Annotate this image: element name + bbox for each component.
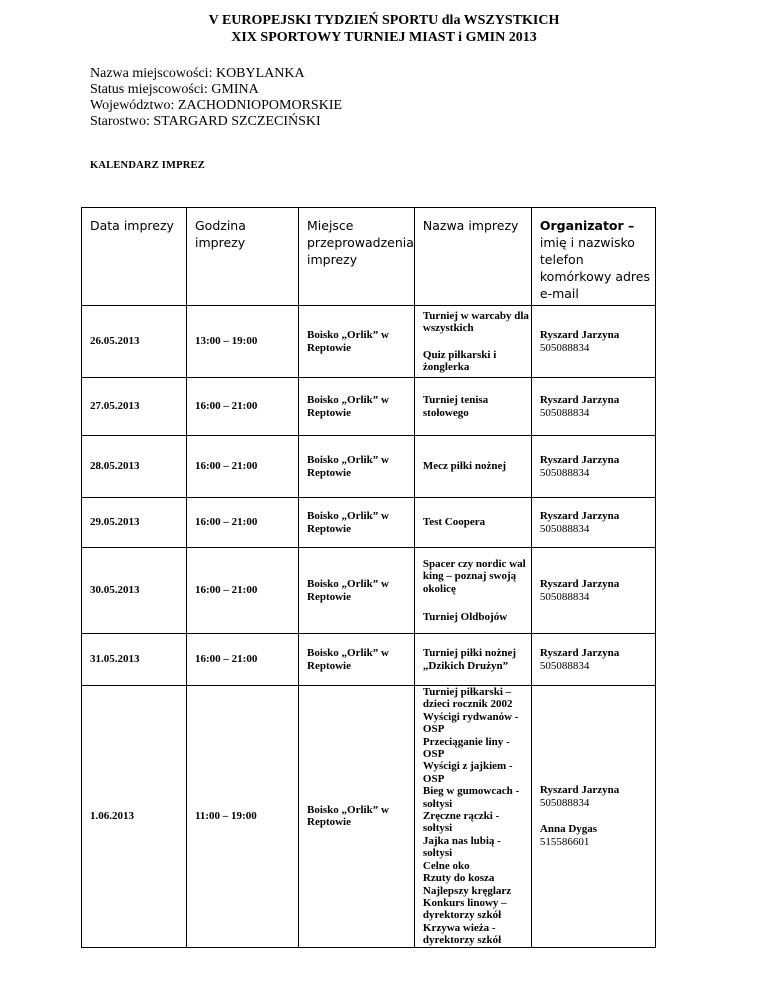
row-events [414, 686, 531, 948]
row-organizer [531, 306, 655, 378]
event-item: Turniej w warcaby dla wszystkich [422, 309, 529, 335]
col-header-date: Data imprezy [82, 208, 187, 306]
table-header-row [82, 208, 656, 306]
locality-voivodeship: Województwo: ZACHODNIOPOMORSKIE [90, 98, 343, 113]
organizer-phone: 505088834 [539, 466, 590, 479]
event-item: Turniej Oldbojów [422, 610, 508, 623]
organizer-name: Ryszard Jarzyna [539, 578, 620, 591]
locality-county: Starostwo: STARGARD SZCZECIŃSKI [90, 114, 321, 129]
table-row [82, 378, 656, 436]
organizer-phone: 505088834 [539, 796, 590, 809]
row-place: Boisko „Orlik” w Reptowie [299, 634, 415, 686]
row-organizer [531, 378, 655, 436]
event-item: Wyścigi z jajkiem - OSP [422, 760, 513, 785]
table-row [82, 548, 656, 634]
row-events [414, 378, 531, 436]
event-item: Zręczne rączki - sołtysi [422, 810, 500, 835]
event-item: Rzuty do kosza [422, 872, 495, 885]
event-item: Krzywa wieża - dyrektorzy szkół [422, 921, 502, 947]
row-date: 27.05.2013 [82, 378, 187, 436]
row-place: Boisko „Orlik” w Reptowie [299, 378, 415, 436]
row-events [414, 548, 531, 634]
row-events [414, 436, 531, 498]
event-item: Najlepszy kręglarz [422, 884, 512, 897]
row-organizer [531, 686, 655, 948]
event-item: Jajka nas lubią - sołtysi [422, 834, 501, 860]
organizer-phone: 505088834 [539, 406, 590, 419]
row-place: Boisko „Orlik” w Reptowie [299, 436, 415, 498]
event-item: Bieg w gumowcach - sołtysi [422, 785, 520, 810]
table-row [82, 634, 656, 686]
row-time: 16:00 – 21:00 [187, 498, 299, 548]
event-item: Turniej tenisa stołowego [422, 394, 489, 419]
row-time: 16:00 – 21:00 [187, 378, 299, 436]
organizer-header-details: imię i nazwisko telefon komórkowy adres e-mail [539, 235, 650, 301]
event-item: Celne oko [422, 859, 470, 872]
document-title-line2: XIX SPORTOWY TURNIEJ MIAST i GMIN 2013 [231, 30, 537, 45]
event-item: Quiz piłkarski i żonglerka [422, 348, 497, 373]
locality-status: Status miejscowości: GMINA [90, 82, 259, 97]
events-table [81, 207, 656, 948]
row-organizer [531, 548, 655, 634]
row-time: 16:00 – 21:00 [187, 436, 299, 498]
row-events [414, 306, 531, 378]
organizer-phone: 505088834 [539, 590, 590, 603]
organizer-name: Anna Dygas [539, 823, 598, 836]
locality-name: Nazwa miejscowości: KOBYLANKA [90, 66, 305, 81]
row-organizer [531, 436, 655, 498]
row-time: 13:00 – 19:00 [187, 306, 299, 378]
row-place: Boisko „Orlik” w Reptowie [299, 686, 415, 948]
organizer-name: Ryszard Jarzyna [539, 454, 620, 467]
organizer-name: Ryszard Jarzyna [539, 394, 620, 407]
row-time: 11:00 – 19:00 [187, 686, 299, 948]
table-row [82, 498, 656, 548]
col-header-time: Godzina imprezy [187, 208, 299, 306]
row-time: 16:00 – 21:00 [187, 634, 299, 686]
row-organizer [531, 498, 655, 548]
col-header-event: Nazwa imprezy [414, 208, 531, 306]
row-events [414, 634, 531, 686]
row-date: 26.05.2013 [82, 306, 187, 378]
table-row [82, 436, 656, 498]
event-item: Konkurs linowy – dyrektorzy szkół [422, 896, 507, 922]
col-header-organizer [531, 208, 655, 306]
event-item: Spacer czy nordic wal king – poznaj swoją okolicę [422, 557, 526, 595]
event-item: Turniej piłki nożnej „Dzikich Drużyn” [422, 647, 517, 672]
event-item: Test Coopera [422, 516, 486, 529]
row-place: Boisko „Orlik” w Reptowie [299, 498, 415, 548]
row-place: Boisko „Orlik” w Reptowie [299, 306, 415, 378]
organizer-name: Ryszard Jarzyna [539, 329, 620, 342]
row-time: 16:00 – 21:00 [187, 548, 299, 634]
table-row [82, 306, 656, 378]
locality-info [90, 66, 342, 130]
organizer-name: Ryszard Jarzyna [539, 510, 620, 523]
row-date: 28.05.2013 [82, 436, 187, 498]
row-date: 30.05.2013 [82, 548, 187, 634]
row-date: 31.05.2013 [82, 634, 187, 686]
organizer-name: Ryszard Jarzyna [539, 647, 620, 660]
event-item: Wyścigi rydwanów - OSP [422, 710, 519, 736]
organizer-header-title: Organizator – [539, 218, 635, 233]
organizer-name: Ryszard Jarzyna [539, 784, 620, 797]
document-title-line1: V EUROPEJSKI TYDZIEŃ SPORTU dla WSZYSTKICH [208, 13, 560, 28]
calendar-heading: KALENDARZ IMPREZ [90, 160, 205, 171]
organizer-phone: 505088834 [539, 341, 590, 354]
event-item: Przeciąganie liny - OSP [422, 735, 510, 761]
col-header-place: Miejsce przeprowadzenia imprezy [299, 208, 415, 306]
row-date: 1.06.2013 [82, 686, 187, 948]
row-events [414, 498, 531, 548]
organizer-phone: 505088834 [539, 522, 590, 535]
event-item: Turniej piłkarski – dzieci rocznik 2002 [422, 686, 513, 711]
row-date: 29.05.2013 [82, 498, 187, 548]
organizer-phone: 515586601 [539, 835, 590, 848]
organizer-phone: 505088834 [539, 659, 590, 672]
event-item: Mecz piłki nożnej [422, 460, 506, 473]
table-row [82, 686, 656, 948]
row-place: Boisko „Orlik” w Reptowie [299, 548, 415, 634]
row-organizer [531, 634, 655, 686]
